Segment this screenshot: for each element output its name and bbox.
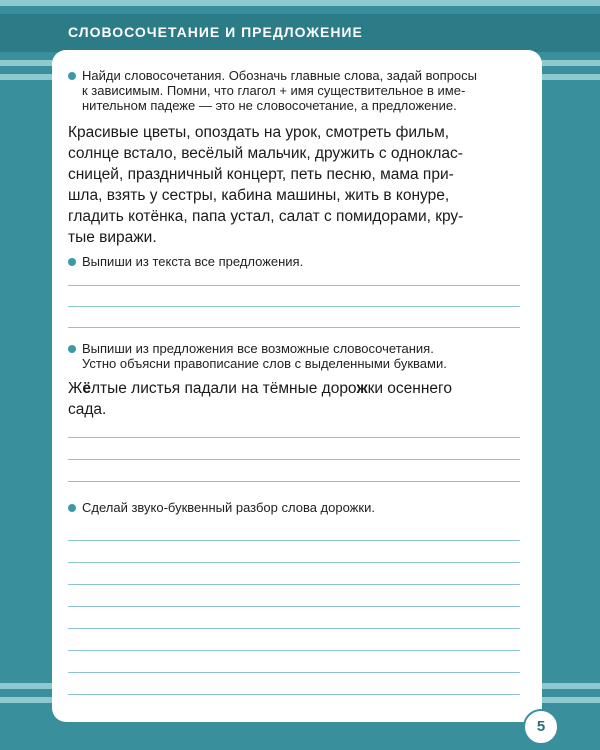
page-title: СЛОВОСОЧЕТАНИЕ И ПРЕДЛОЖЕНИЕ: [68, 24, 363, 40]
task-2-instruction: [68, 254, 518, 269]
task-1-line-3: нительном падеже — это не словосочетание, а предложение.: [82, 98, 457, 113]
sentence-text: [68, 378, 520, 420]
highlighted-letter: ё: [82, 380, 91, 397]
task-1-line-2: к зависимым. Помни, что глагол + имя существительное в име-: [82, 83, 466, 98]
text-line: тые виражи.: [68, 229, 157, 246]
task-3-instruction: [68, 341, 518, 371]
writing-line[interactable]: [68, 650, 520, 651]
page-number: 5: [523, 709, 559, 745]
text-line: гладить котёнка, папа устал, салат с помидорами, кру-: [68, 208, 464, 225]
writing-line[interactable]: [68, 459, 520, 460]
writing-line[interactable]: [68, 672, 520, 673]
text-line: сницей, праздничный концерт, петь песню, мама при-: [68, 166, 454, 183]
writing-line[interactable]: [68, 606, 520, 607]
text-line: солнце встало, весёлый мальчик, дружить с одноклас-: [68, 145, 463, 162]
writing-line[interactable]: [68, 327, 520, 328]
word-combinations-text: [68, 122, 520, 248]
highlighted-letter: ж: [356, 380, 368, 397]
writing-line[interactable]: [68, 562, 520, 563]
writing-line[interactable]: [68, 437, 520, 438]
writing-line[interactable]: [68, 540, 520, 541]
sentence-line-1: Жёлтые листья падали на тёмные дорожки осеннего: [68, 380, 452, 397]
writing-line[interactable]: [68, 306, 520, 307]
task-3-line-2: Устно объясни правописание слов с выделенными буквами.: [82, 356, 447, 371]
task-1-instruction: [68, 68, 518, 113]
task-4-instruction: [68, 500, 518, 515]
task-4-text: Сделай звуко-буквенный разбор слова дорожки.: [82, 500, 375, 515]
task-3-line-1: Выпиши из предложения все возможные словосочетания.: [82, 341, 434, 356]
sentence-line-2: сада.: [68, 401, 107, 418]
bullet-icon: [68, 258, 76, 266]
writing-line[interactable]: [68, 285, 520, 286]
text-line: шла, взять у сестры, кабина машины, жить в конуре,: [68, 187, 450, 204]
task-1-line-1: Найди словосочетания. Обозначь главные слова, задай вопросы: [82, 68, 478, 83]
text-line: Красивые цветы, опоздать на урок, смотреть фильм,: [68, 124, 450, 141]
task-2-text: Выпиши из текста все предложения.: [82, 254, 304, 269]
bullet-icon: [68, 504, 76, 512]
writing-line[interactable]: [68, 481, 520, 482]
bullet-icon: [68, 72, 76, 80]
top-stripe: [0, 0, 600, 6]
writing-line[interactable]: [68, 584, 520, 585]
writing-line[interactable]: [68, 694, 520, 695]
writing-line[interactable]: [68, 628, 520, 629]
bullet-icon: [68, 345, 76, 353]
